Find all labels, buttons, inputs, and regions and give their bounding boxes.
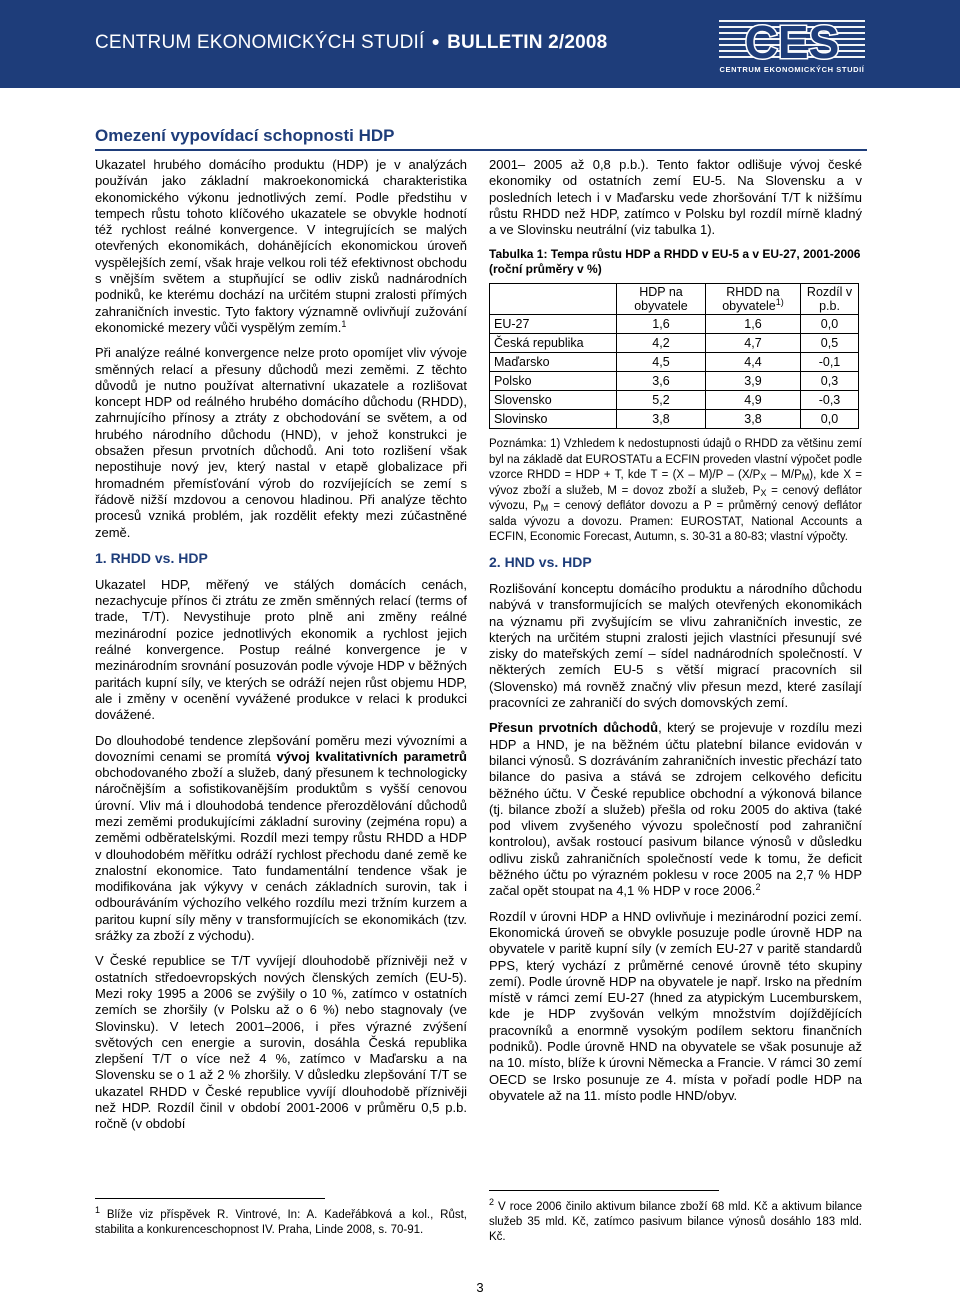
left-paragraph-2: Při analýze reálné konvergence nelze proto opomíjet vliv vývoje směnných relací a přesuny důchodů mezi zeměmi. Z těchto důvodů je nutno používat alternativní ukazatele a rozlišovat koncept HDP od reálného hrubého domácího důchodu (RHDD), zahrnujícího přínosy a ztráty z obchodování se světem, a od hrubého národního důchodu (HND), v jehož konstrukci je obsažen přesun prvotních důchodů. Ani toto rozlišení však nepostihuje nový jev, který nastal v etapě globalizace při hromadném přemísťování výrob do rozvíjejících se zemí s řádově nižší mzdovou a cenovou hladinou. Při analýze těchto procesů vzniká problém, jak rozdělit efekty mezi zúčastněné země. [95,345,467,540]
table-cell-value: 3,9 [706,372,801,391]
bold-phrase-transfer: Přesun prvotních důchodů [489,720,659,736]
table-note: Poznámka: 1) Vzhledem k nedostupnosti údajů o RHDD za většinu zemí byl na základě dat EUROSTATu a ECFIN proveden vlastní výpočet podle vzorce RHDD = HDP + T, kde $T = (X - M)/P - (X/P_X - M/P_M)$, kde X = vývoz zboží a služeb, M = dovoz zboží a služeb, $P_X$ = cenový deflátor vývozu, $P_M$ = cenový deflátor dovozu a P = průměrný cenový deflátor salda vývozu a dovozu. Pramen: EUROSTAT, National Accounts a ECFIN, Economic Forecast, Autumn, s. 30-31 a 80-83; vlastní výpočty. [489,438,862,544]
header-bulletin: BULLETIN 2/2008 [447,32,608,53]
table-cell-value: 4,7 [706,334,801,353]
right-paragraph-1: 2001– 2005 až 0,8 p.b.). Tento faktor odlišuje vývoj české ekonomiky od ostatních zemí EU-5. Na Slovensku a v posledních letech i v Maďarsku vede zhoršování T/T k nižšímu růstu RHDD než HDP, zatímco v Polsku byl rozdíl mírně kladný a ve Slovinsku neutrální (viz tabulka 1). [489,157,862,238]
growth-table [489,283,859,429]
footnote-ref-2[interactable]: 2 [755,882,761,893]
footnote-1: $^1$ Blíže viz příspěvek R. Vintrové, In: A. Kadeřábková a kol., Růst, stabilita a konkurenceschopnost IV. Praha, Linde 2008, s. 70-91. [95,1205,467,1236]
left-paragraph-1: Ukazatel hrubého domácího produktu (HDP) je v analýzách používán jako základní makroekonomická charakteristika ekonomického výkonu jednotlivých zemí. Podle předstihu v tempech růstu tohoto klíčového ukazatele se obvykle hodnotí též rychlost reálné konvergence. V integrujících se malých otevřených ekonomikách, dohánějících ekonomickou úroveň vyspělejších zemí, však hraje velkou roli též efektivnost obchodu s vnějším světem a stupňující se odliv zisků nadnárodních podniků, ke kterému dochází na určitém stupni zralosti přímých zahraničních investic. Tyto faktory významně ovlivňují zužování ekonomické mezery vůči vyspělým zemím.$^1$ [95,157,467,335]
logo-subtitle: CENTRUM EKONOMICKÝCH STUDIÍ [719,65,865,74]
table-header-hdp: HDP na obyvatele [617,284,706,315]
table-cell-country: Polsko [490,372,617,391]
table-row [490,391,859,410]
table-cell-value: 0,3 [801,372,859,391]
table-row [490,410,859,429]
table-cell-value: 3,6 [617,372,706,391]
table-cell-value: -0,1 [801,353,859,372]
table-body [490,315,859,429]
header-separator: ● [431,33,441,49]
table-cell-value: 4,9 [706,391,801,410]
footnote-divider-right [489,1190,719,1191]
logo-text: CES [744,16,840,68]
right-column [489,157,862,1113]
footnote-2: $^2$ V roce 2006 činilo aktivum bilance zboží 68 mld. Kč a aktivum bilance služeb 35 mld. Kč, zatímco pasivum bilance výnosů dosáhlo 183 mld. Kč. [489,1197,862,1243]
table-header-rhdd: RHDD na obyvatele$^{1)}$ [706,284,801,315]
table-cell-value: 1,6 [617,315,706,334]
table-row [490,372,859,391]
table-row [490,334,859,353]
table-cell-value: -0,3 [801,391,859,410]
table-header-diff: Rozdíl v p.b. [801,284,859,315]
left-column [95,157,467,1142]
footnote-divider-left [95,1198,325,1199]
right-paragraph-3: Přesun prvotních důchodů, který se projevuje v rozdílu mezi HDP a HND, je na běžném účtu platební bilance evidován v bilanci výnosů. S dozráváním zahraničních investic přechází tato bilance do pasiva a stává se zdrojem celkového deficitu běžného účtu. V České republice obchodní a výkonová bilance (tj. bilance zboží a služeb) přešla od roku 2005 do aktiva (také pod vlivem zvyšeného vývozu společností pod zahraniční kontrolou), avšak rostoucí pasivum bilance výnosů v důsledku odlivu zisků zahraničních společností vede k tomu, že deficit běžného účtu po výrazném poklesu v roce 2005 na 2,7 % HDP začal opět stoupat na 4,1 % HDP v roce 2006.$^2$ [489,720,862,899]
table-cell-value: 1,6 [706,315,801,334]
table-row [490,315,859,334]
table-header-country [490,284,617,315]
header-title [95,32,607,54]
table-cell-value: 0,5 [801,334,859,353]
table-cell-value: 4,2 [617,334,706,353]
section-heading-hnd: 2. HND vs. HDP [489,553,592,570]
table-cell-country: Slovensko [490,391,617,410]
left-paragraph-3: Ukazatel HDP, měřený ve stálých domácích cenách, nezachycuje přínos či ztrátu ze změn směnných relací (terms of trade, T/T). Nevystihuje proto plně ani změny reálné mezinárodní pozice jednotlivých ekonomik a rychlost jejich reálné konvergence. Postup reálné konvergence je v mezinárodním srovnání posuzován podle vývoje HDP v běžných paritách kupní síly, ve kterých se odráží nejen růst objemu HDP, ale i změny v ocenění vyvážené produkce v relaci k produkci dovážené. [95,576,467,723]
table-cell-country: Maďarsko [490,353,617,372]
table-cell-value: 5,2 [617,391,706,410]
header-banner [0,0,960,88]
table-caption: Tabulka 1: Tempa růstu HDP a RHDD v EU-5 a v EU-27, 2001-2006 (roční průměry v %) [489,247,861,277]
right-paragraph-4: Rozdíl v úrovni HDP a HND ovlivňuje i mezinárodní pozici zemí. Ekonomická úroveň se obvykle posuzuje podle úrovně HDP na obyvatele v paritě kupní síly (v zemích EU-27 v paritě standardů PPS, který vychází z průměrné cenové úrovně této skupiny zemí). Podle úrovně HDP na obyvatele je např. Irsko na předním místě v rámci zemí EU-27 (hned za atypickým Lucemburskem, kde je HDP zvyšován velkým množstvím dojíždějících pracovníků a enormně vysokým podílem sektoru finančních podniků). Podle úrovně HND na obyvatele se však posunuje až na 10. místo, blíže k úrovni Německa a Francie. V rámci 30 zemí OECD se Irsko posunuje ze 4. místa v pořadí podle HDP na obyvatele až na 11. místo podle HND/obyv. [489,908,862,1103]
table-cell-value: 0,0 [801,410,859,429]
section-heading-rhdd: 1. RHDD vs. HDP [95,549,208,566]
header-org: CENTRUM EKONOMICKÝCH STUDIÍ [95,32,425,53]
ces-logo [717,14,867,76]
footnote-ref-1[interactable]: 1 [341,318,347,329]
table-cell-value: 3,8 [617,410,706,429]
table-cell-country: Slovinsko [490,410,617,429]
table-header-row [490,284,859,315]
article-title: Omezení vypovídací schopnosti HDP [95,126,867,151]
left-paragraph-4: Do dlouhodobé tendence zlepšování poměru mezi vývozními a dovozními cenami se promítá vývoj kvalitativních parametrů obchodovaného zboží a služeb, daný přesunem k technologicky náročnějším a sofistikovanějším produktům s vyšší cenovou úrovní. Vliv má i dlouhodobá tendence přerozdělování důchodů mezi zeměmi produkujícími základní suroviny (zejména ropu) a zeměmi odběratelskými. Rozdíl mezi tempy růstu RHDD a HDP v dlouhodobém měřítku odráží rychlost přechodu dané země ke znalostní ekonomice. Tato fundamentální tendence však je modifikována jak výkyvy v cenách základních surovin, tak i odbouráváním výchozího velkého rozdílu mezi tržním kurzem a paritou kupní síly měny v transformujících se ekonomikách (tzv. srážky za zboží z východu). [95,732,468,944]
bold-phrase-quality: vývoj kvalitativních parametrů [276,748,468,764]
article-title-block [95,126,867,151]
right-paragraph-2: Rozlišování konceptu domácího produktu a národního důchodu nabývá v transformujících se malých otevřených ekonomikách na významu při zvyšujícím se vlivu zahraničních investic, ze kterých na určitém stupni zralosti jejich vlastníci přesunují své zisky do mateřských zemí – sídel nadnárodních společností. V některých zemích EU-5 s větší migrací pracovních sil (Slovensko) má rovněž značný vliv přesun mezd, které zasílají pracovníci ze zahraničí do svých domovských zemí. [489,580,862,711]
table-cell-value: 0,0 [801,315,859,334]
table-cell-value: 3,8 [706,410,801,429]
table-cell-country: Česká republika [490,334,617,353]
left-paragraph-5: V České republice se T/T vyvíjejí dlouhodobě příznivěji než v ostatních středoevropských nových členských zemích (EU-5). Mezi roky 1995 a 2006 se zvýšily o 10 %, zatímco v ostatních zemích se zhoršily (v Polsku až o 6 %) nebo stagnovaly (ve Slovinsku). V letech 2001–2006, i přes výrazné zvýšení světových cen energie a surovin, dosáhla Česká republika zlepšení T/T o více než 4 %, zatímco v Maďarsku a na Slovensku se o 1 až 2 % zhoršily. V důsledku zlepšování T/T se ukazatel RHDD v České republice vyvíjí dlouhodobě příznivěji než HDP. Rozdíl činil v období 2001-2006 v průměru 0,5 p.b. ročně (v období [95,953,467,1132]
page-number: 3 [476,1280,484,1295]
table-cell-value: 4,4 [706,353,801,372]
table-cell-value: 4,5 [617,353,706,372]
table-row [490,353,859,372]
table-cell-country: EU-27 [490,315,617,334]
